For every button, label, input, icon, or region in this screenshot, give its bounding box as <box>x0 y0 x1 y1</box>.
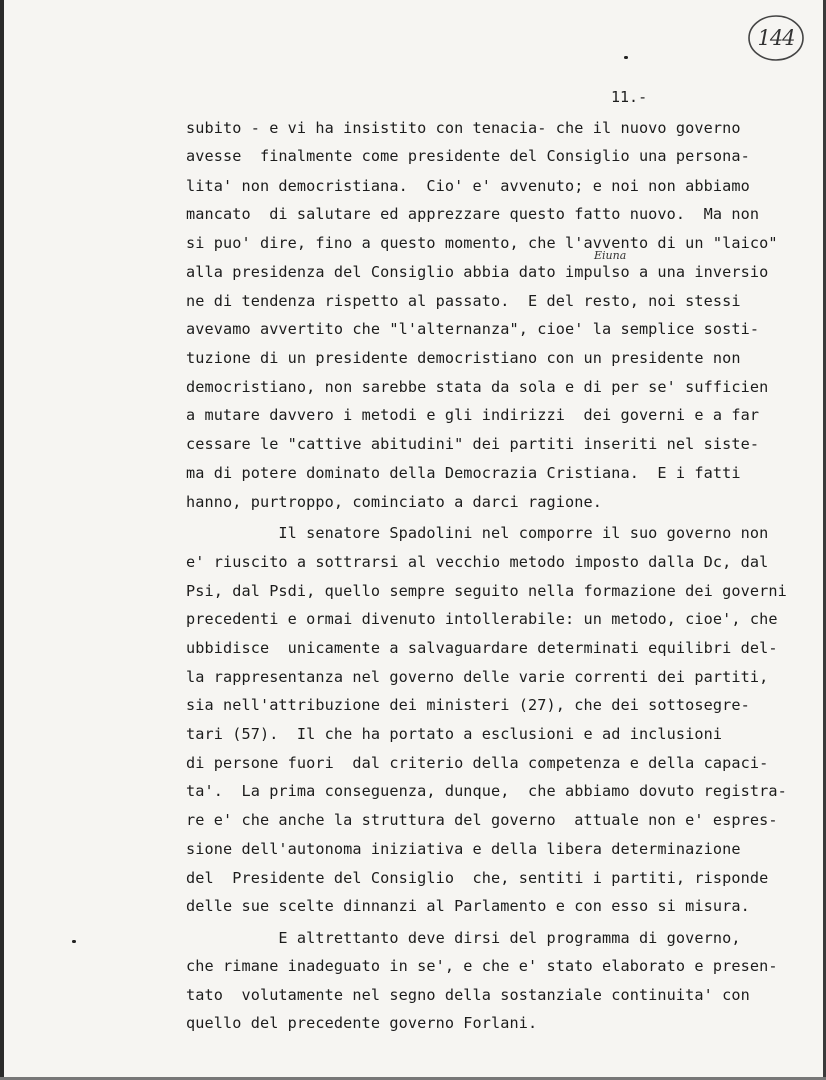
text-line: alla presidenza del Consiglio abbia dato impulso a una inversio <box>186 263 769 281</box>
text-line: precedenti e ormai divenuto intollerabile: un metodo, cioe', che <box>186 610 778 628</box>
text-line: hanno, purtroppo, cominciato a darci ragione. <box>186 493 602 511</box>
text-line: Il senatore Spadolini nel comporre il suo governo non <box>186 524 769 542</box>
ink-speck <box>72 940 76 943</box>
text-line: avevamo avvertito che "l'alternanza", cioe' la semplice sosti- <box>186 320 760 338</box>
text-line: del Presidente del Consiglio che, sentiti i partiti, risponde <box>186 869 769 887</box>
text-line: cessare le "cattive abitudini" dei partiti inseriti nel siste- <box>186 435 760 453</box>
text-line: mancato di salutare ed apprezzare questo fatto nuovo. Ma non <box>186 205 760 223</box>
text-line: che rimane inadeguato in se', e che e' stato elaborato e presen- <box>186 957 778 975</box>
text-line: E altrettanto deve dirsi del programma di governo, <box>186 929 741 947</box>
text-line: delle sue scelte dinnanzi al Parlamento e con esso si misura. <box>186 897 750 915</box>
text-line: ne di tendenza rispetto al passato. E del resto, noi stessi <box>186 292 741 310</box>
text-line: la rappresentanza nel governo delle varie correnti dei partiti, <box>186 668 769 686</box>
text-line: sia nell'attribuzione dei ministeri (27), che dei sottosegre- <box>186 696 750 714</box>
text-line: si puo' dire, fino a questo momento, che l'avvento di un "laico" <box>186 234 778 252</box>
page-stamp <box>746 12 806 64</box>
text-line: ubbidisce unicamente a salvaguardare determinati equilibri del- <box>186 639 778 657</box>
handwritten-margin-note: Eiuna <box>594 249 627 262</box>
text-line: tuzione di un presidente democristiano con un presidente non <box>186 349 741 367</box>
text-line: tari (57). Il che ha portato a esclusioni e ad inclusioni <box>186 725 723 743</box>
text-line: di persone fuori dal criterio della competenza e della capaci- <box>186 754 769 772</box>
text-line: a mutare davvero i metodi e gli indirizzi dei governi e a far <box>186 406 760 424</box>
text-line: ma di potere dominato della Democrazia Cristiana. E i fatti <box>186 464 741 482</box>
text-line: tato volutamente nel segno della sostanziale continuita' con <box>186 986 750 1004</box>
text-line: lita' non democristiana. Cio' e' avvenuto; e noi non abbiamo <box>186 177 750 195</box>
stamp-label: 144 <box>757 26 795 50</box>
text-line: avesse finalmente come presidente del Consiglio una persona- <box>186 147 750 165</box>
text-line: e' riuscito a sottrarsi al vecchio metodo imposto dalla Dc, dal <box>186 553 769 571</box>
text-line: ta'. La prima conseguenza, dunque, che abbiamo dovuto registra- <box>186 782 787 800</box>
text-line: subito - e vi ha insistito con tenacia- che il nuovo governo <box>186 119 741 137</box>
page-number: 11.- <box>611 88 648 106</box>
text-line: Psi, dal Psdi, quello sempre seguito nella formazione dei governi <box>186 582 787 600</box>
scan-edge-left <box>0 0 4 1080</box>
text-line: democristiano, non sarebbe stata da sola e di per se' sufficien <box>186 378 769 396</box>
ink-speck <box>624 56 628 59</box>
text-line: sione dell'autonoma iniziativa e della libera determinazione <box>186 840 741 858</box>
text-line: quello del precedente governo Forlani. <box>186 1014 538 1032</box>
text-line: re e' che anche la struttura del governo attuale non e' espres- <box>186 811 778 829</box>
